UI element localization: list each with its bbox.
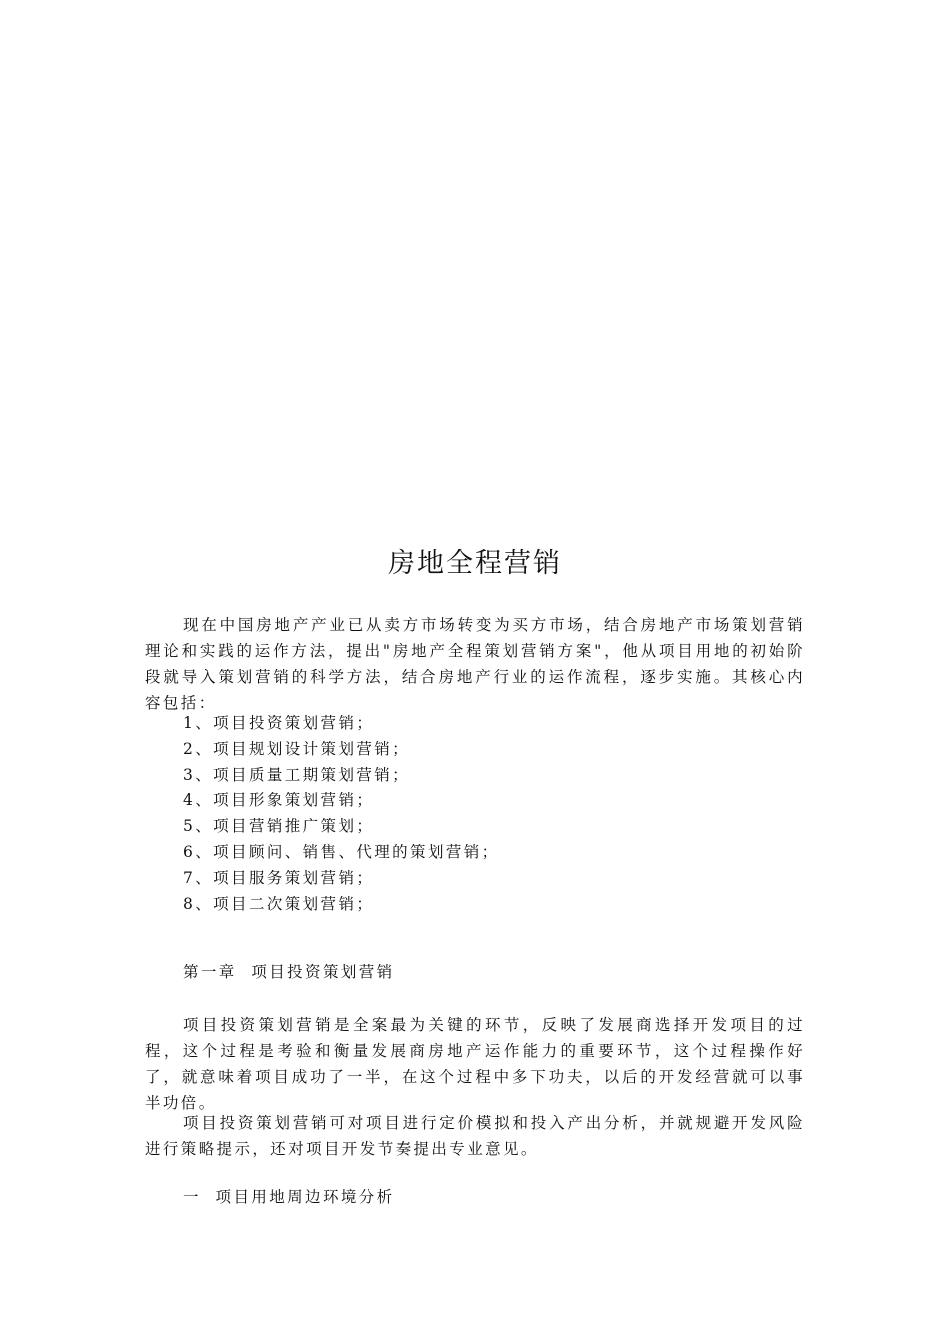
chapter-paragraph-1: 项目投资策划营销是全案最为关键的环节，反映了发展商选择开发项目的过程，这个过程是考验和衡量发展商房地产运作能力的重要环节，这个过程操作好了，就意味着项目成功了一半，在这个过程中多下功夫，以后的开发经营就可以事半功倍。 (145, 1016, 805, 1112)
intro-paragraph: 现在中国房地产产业已从卖方市场转变为买方市场，结合房地产市场策划营销理论和实践的运作方法，提出"房地产全程策划营销方案"，他从项目用地的初始阶段就导入策划营销的科学方法，结合房地产行业的运作流程，逐步实施。其核心内容包括： (145, 616, 805, 712)
list-item: 1、项目投资策划营销； (183, 714, 375, 732)
section-heading: 一 项目用地周边环境分析 (183, 1188, 395, 1206)
list-item: 8、项目二次策划营销； (183, 894, 375, 913)
document-title: 房地全程营销 (388, 548, 562, 579)
list-item: 6、项目顾问、销售、代理的策划营销； (183, 842, 500, 861)
chapter-heading: 第一章 项目投资策划营销 (183, 963, 395, 981)
list-item: 2、项目规划设计策划营销； (183, 739, 411, 758)
list-item: 4、项目形象策划营销； (183, 791, 375, 810)
list-item: 5、项目营销推广策划； (183, 817, 375, 836)
list-item: 3、项目质量工期策划营销； (183, 765, 411, 784)
core-content-list (183, 711, 500, 917)
list-item: 7、项目服务策划营销； (183, 868, 375, 887)
chapter-paragraph-2: 项目投资策划营销可对项目进行定价模拟和投入产出分析，并就规避开发风险进行策略提示，还对项目开发节奏提出专业意见。 (145, 1114, 805, 1158)
